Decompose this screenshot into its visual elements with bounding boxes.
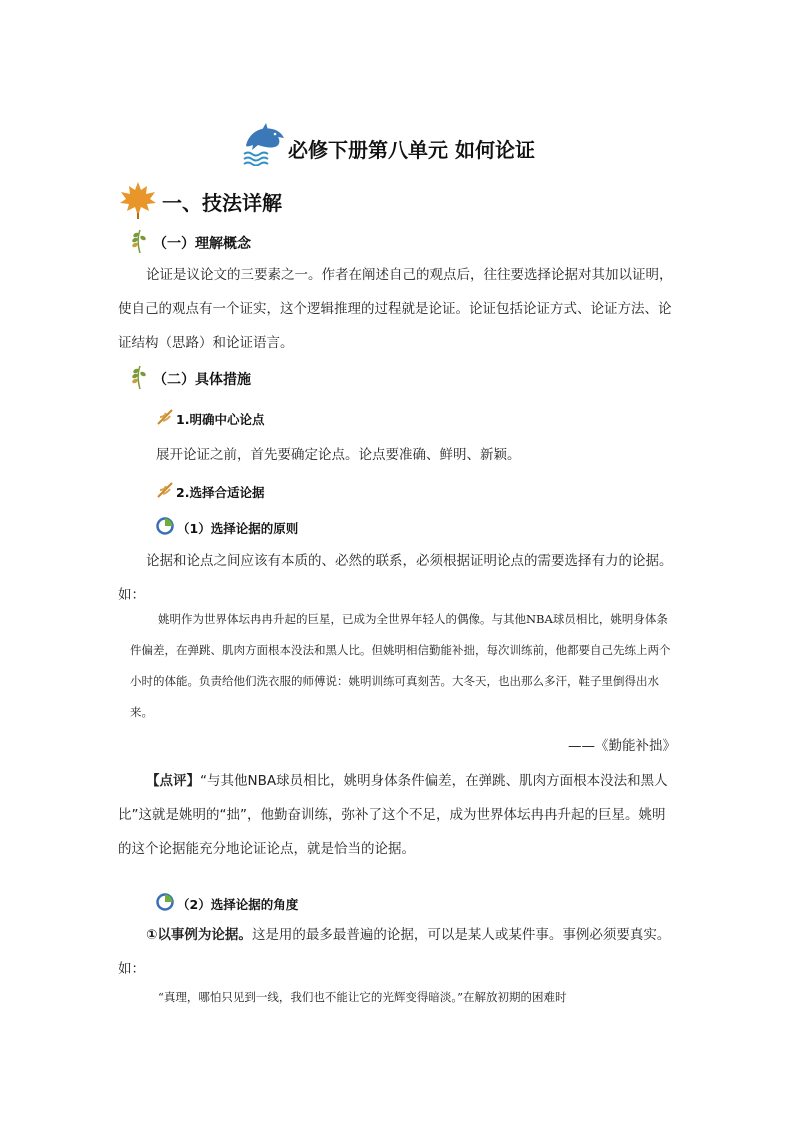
pie-chart-icon — [156, 517, 174, 535]
maple-leaf-icon — [118, 180, 158, 220]
quote-block: 姚明作为世界体坛冉冉升起的巨星，已成为全世界年轻人的偶像。与其他NBA球员相比，姚明身体条件偏差，在弹跳、肌肉方面根本没法和黑人比。但姚明相信勤能补拙，每次训练前，他都要自己先练上两个小时的体能。负责给他们洗衣服的师傅说：姚明训练可真刻苦。大冬天，也出那么多汗，鞋子里倒得出水来。 — [130, 612, 671, 719]
paragraph: 论证是议论文的三要素之一。作者在阐述自己的观点后，往往要选择论据对其加以证明，使自己的观点有一个证实，这个逻辑推理的过程就是论证。论证包括论证方式、论证方法、论证结构（思路）和论证语言。 — [118, 267, 673, 351]
wheat-icon — [128, 364, 148, 390]
item-heading: 2.选择合适论据 — [176, 485, 265, 500]
subsection-heading: （2）选择论据的角度 — [177, 897, 299, 912]
wheat-bundle-icon — [156, 481, 174, 499]
wheat-icon — [128, 228, 148, 254]
subsection-heading: （1）选择论据的原则 — [177, 521, 299, 536]
page-title: 必修下册第八单元 如何论证 — [288, 138, 535, 162]
item-heading: 1.明确中心论点 — [176, 412, 265, 427]
point-text: 这是用的最多最普遍的论据，可以是某人或某件事。事例必须要真实。如： — [118, 927, 671, 977]
paragraph: 展开论证之前，首先要确定论点。论点要准确、鲜明、新颖。 — [156, 447, 521, 463]
subheading-understand: （一）理解概念 — [153, 236, 251, 252]
paragraph: 论据和论点之间应该有本质的、必然的联系，必须根据证明论点的需要选择有力的论据。如： — [118, 553, 673, 603]
comment-text: “与其他NBA球员相比，姚明身体条件偏差，在弹跳、肌肉方面根本没法和黑人比”这就是姚明的“拙”，他勤奋训练，弥补了这个不足，成为世界体坛冉冉升起的巨星。姚明的这个论据能充分地论证论点，就是恰当的论据。 — [118, 773, 668, 857]
pie-chart-icon — [156, 893, 174, 911]
quote-block: “真理，哪怕只见到一线，我们也不能让它的光辉变得暗淡。”在解放初期的困难时 — [158, 990, 567, 1004]
point-label: ①以事例为论据。 — [146, 927, 252, 943]
comment-label: 【点评】 — [146, 773, 200, 789]
point-paragraph — [118, 918, 678, 986]
subheading-measures: （二）具体措施 — [153, 372, 251, 388]
quote-source: ——《勤能补拙》 — [568, 738, 676, 754]
dolphin-icon — [240, 120, 286, 166]
wheat-bundle-icon — [156, 408, 174, 426]
comment-paragraph — [118, 764, 678, 866]
section-heading: 一、技法详解 — [162, 191, 282, 215]
